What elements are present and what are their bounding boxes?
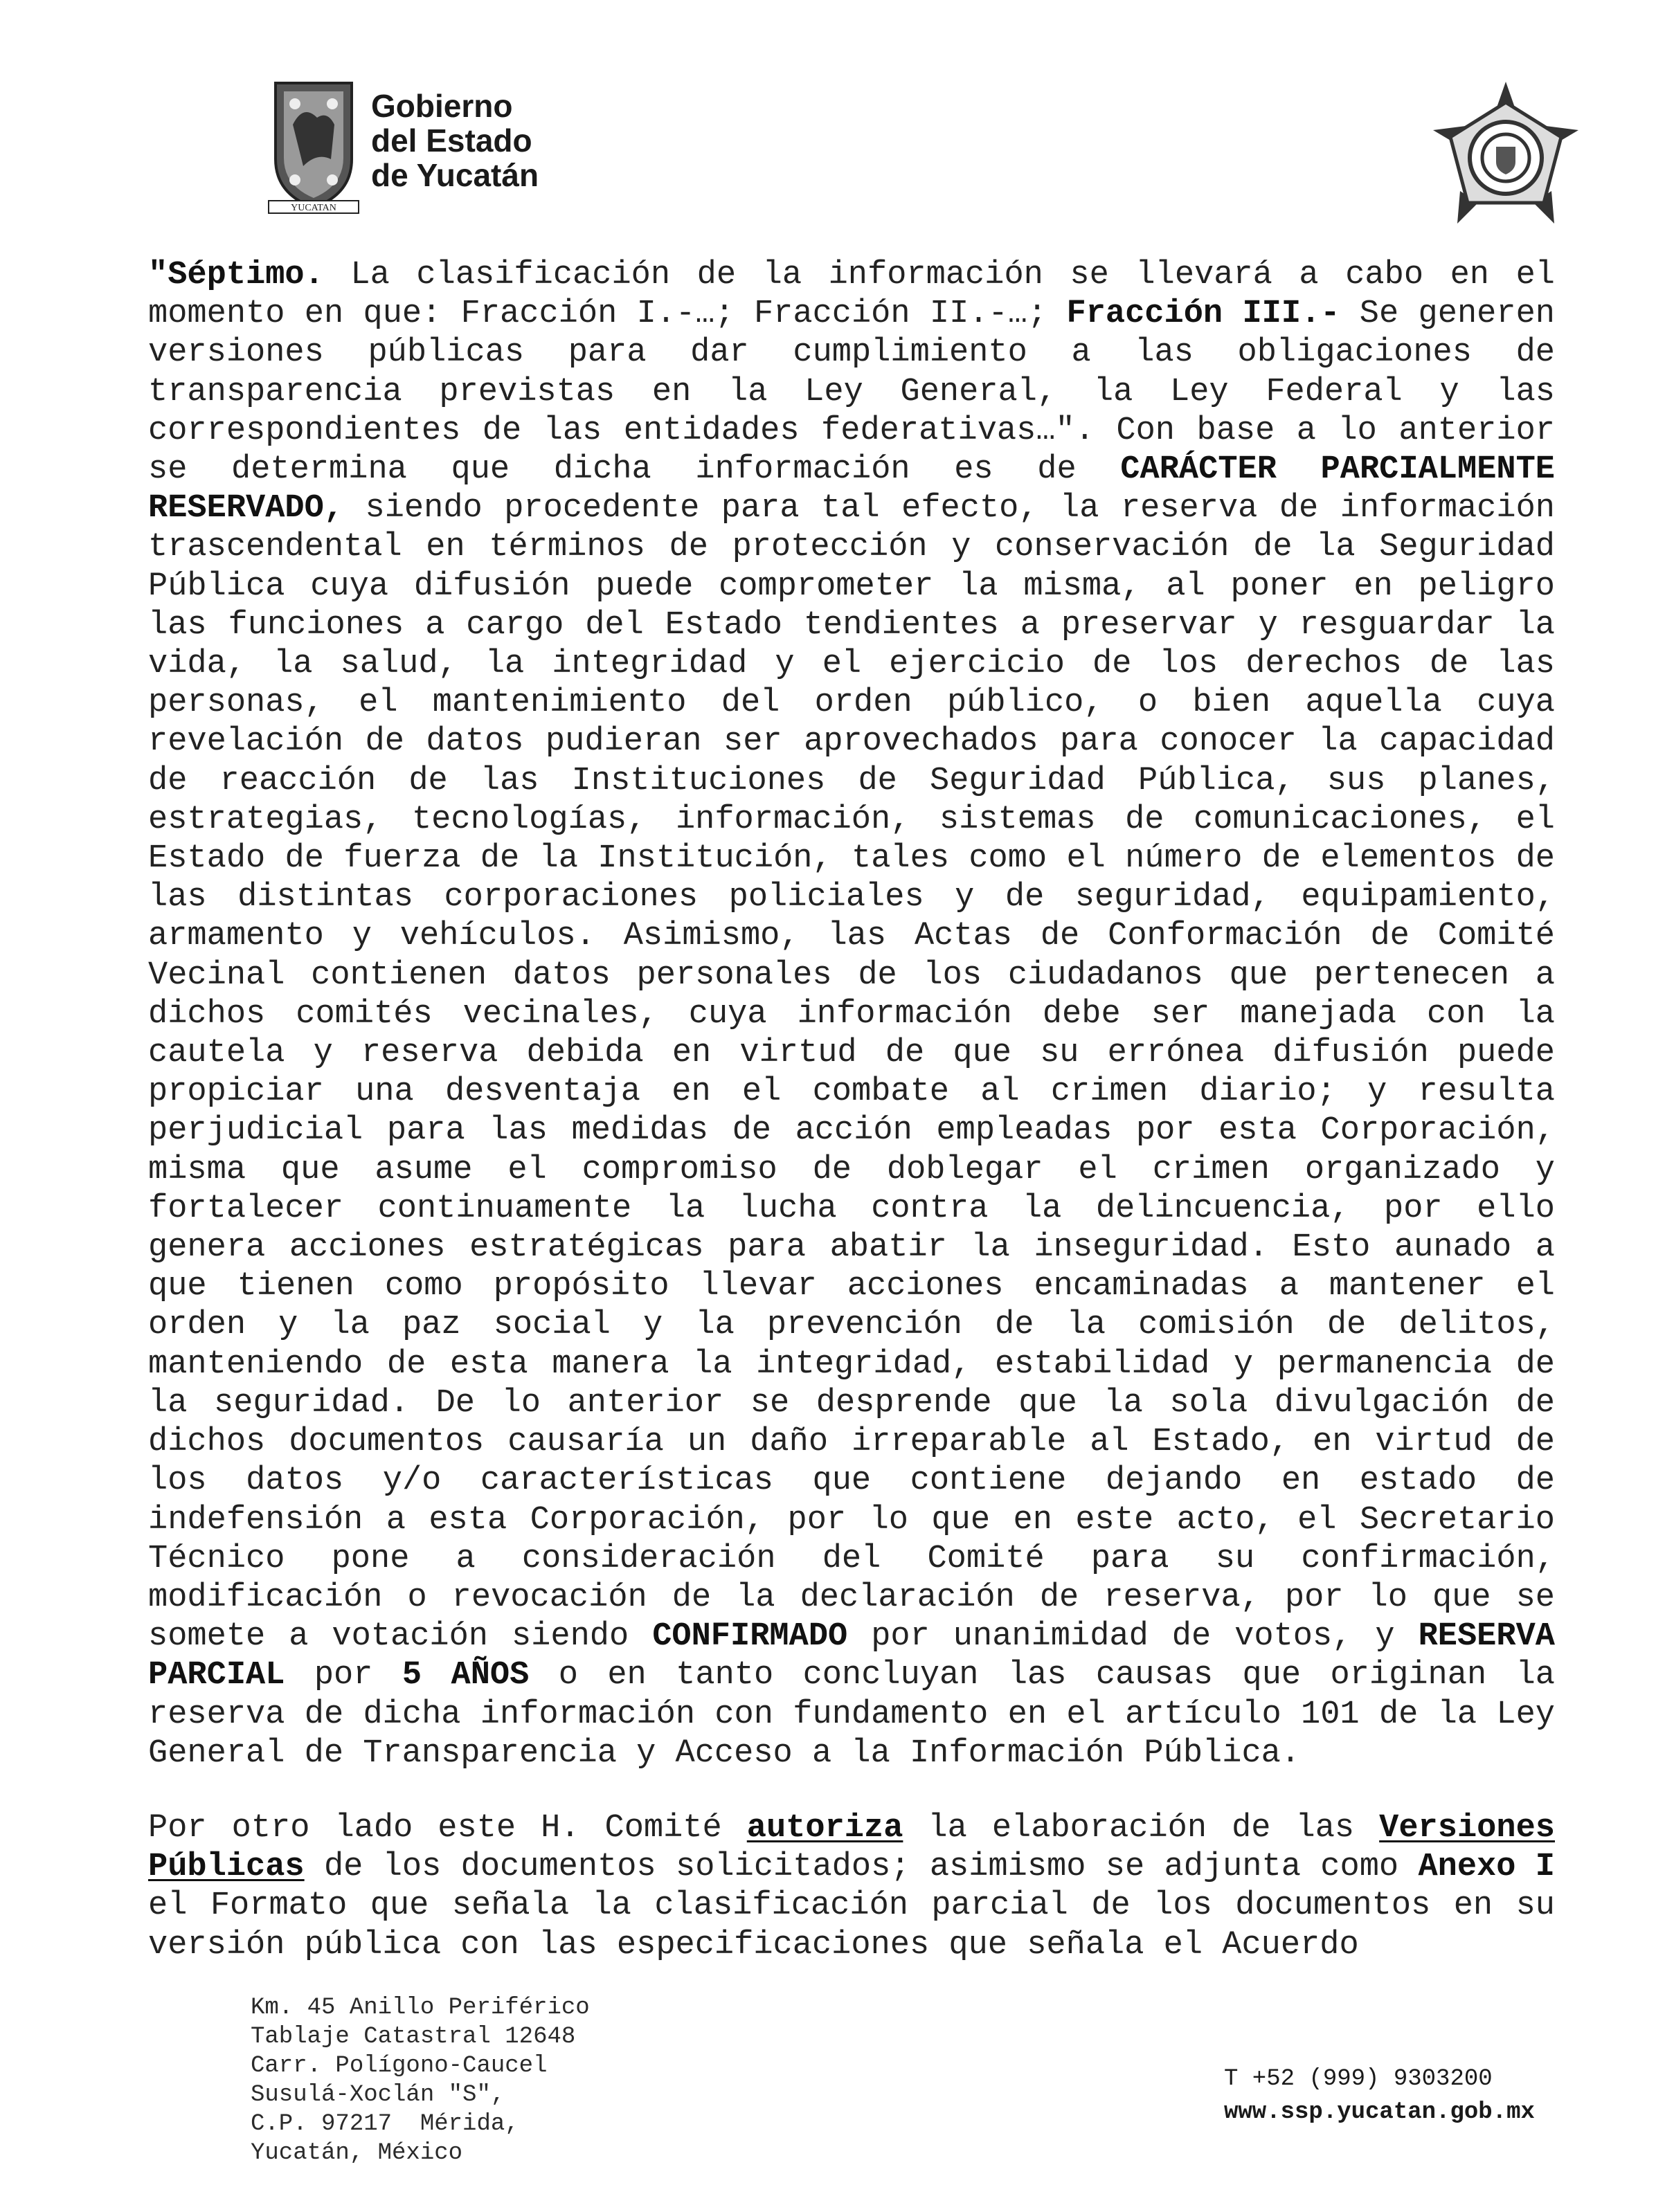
text-bold-underlined: autoriza — [746, 1809, 903, 1847]
government-logo — [262, 76, 552, 215]
text-run: de los documentos solicitados; asimismo se adjunta como — [304, 1849, 1419, 1886]
text-run: Por otro lado este H. Comité — [148, 1809, 747, 1847]
government-name-line-1: Gobierno — [371, 88, 513, 124]
text-bold: CONFIRMADO — [652, 1618, 848, 1656]
government-name — [371, 89, 539, 192]
text-run: o en tanto concluyan las causas que originan la reserva de dicha información con fundamento en el artículo 101 de la Ley General de Transparencia y Acceso a la Información Pública. — [148, 1657, 1555, 1772]
text-run: La clasificación de la información se llevará a cabo en el momento en que: Fracción I.-…; Fracción II.-…; — [148, 257, 1555, 333]
footer-contact — [1224, 2063, 1535, 2129]
paragraph-reservation — [148, 256, 1555, 1773]
document-body — [148, 256, 1555, 1965]
text-run: Se generen versiones públicas para dar cumplimiento a las obligaciones de transparencia previstas en la Ley General, la Ley Federal y las correspondientes de las entidades federativas…". Con base a lo anterior se determina que dicha información es de — [148, 296, 1555, 489]
text-bold: 5 AÑOS — [402, 1657, 530, 1694]
text-bold: CARÁCTER PARCIALMENTE RESERVADO, — [148, 451, 1556, 527]
government-name-line-3: de Yucatán — [371, 157, 539, 193]
address-line: Yucatán, México — [251, 2140, 463, 2166]
text-run: el Formato que señala la clasificación parcial de los documentos en su versión pública con las especificaciones que señala el Acuerdo — [148, 1887, 1555, 1964]
paragraph-public-versions — [148, 1809, 1555, 1965]
text-run: siendo procedente para tal efecto, la reserva de información trascendental en términos de protección y conservación de la Seguridad Pública cuya difusión puede comprometer la misma, al poner en peligro las funciones a cargo del Estado tendientes a preservar y resguardar la vida, la salud, la integridad y el ejercicio de los derechos de las personas, el mantenimiento del orden público, o bien aquella cuya revelación de datos pudieran ser aprovechados para conocer la capacidad de reacción de las Instituciones de Seguridad Pública, sus planes, estrategias, tecnologías, información, sistemas de comunicaciones, el Estado de fuerza de la Institución, tales como el número de elementos de las distintas corporaciones policiales y de seguridad, equipamiento, armamento y vehículos. Asimismo, las Actas de Conformación de Comité Vecinal contienen datos personales de los ciudadanos que pertenecen a dichos comités vecinales, cuya información debe ser manejada con la cautela y reserva debida en virtud de que su errónea difusión puede propiciar una desventaja en el combate al crimen diario; y resulta perjudicial para las medidas de acción empleadas por esta Corporación, misma que asume el compromiso de doblegar el crimen organizado y fortalecer continuamente la lucha contra la delincuencia, por ello genera acciones estratégicas para abatir la inseguridad. Esto aunado a que tienen como propósito llevar acciones encaminadas a mantener el orden y la paz social y la prevención de la comisión de delitos, manteniendo de esta manera la integridad, estabilidad y permanencia de la seguridad. De lo anterior se desprende que la sola divulgación de dichos documentos causaría un daño irreparable al Estado, en virtud de los datos y/o características que contiene dejando en estado de indefensión a esta Corporación, por lo que en este acto, el Secretario Técnico pone a consideración del Comité para su confirmación, modificación o revocación de la declaración de reserva, por lo que se somete a votación siendo — [148, 490, 1555, 1656]
address-line: Tablaje Catastral 12648 — [251, 2024, 576, 2050]
text-bold-underlined: Versiones Públicas — [148, 1809, 1555, 1886]
address-line: Km. 45 Anillo Periférico — [251, 1995, 590, 2021]
text-run: por unanimidad de votos, y — [847, 1618, 1419, 1656]
address-line: Susulá-Xoclán "S", — [251, 2082, 505, 2108]
text-bold: Fracción III.- — [1066, 296, 1340, 333]
text-bold: Anexo I — [1418, 1849, 1555, 1886]
address-line: C.P. 97217 Mérida, — [251, 2111, 519, 2137]
police-star-seal-icon — [1430, 82, 1582, 234]
shield-caption: YUCATAN — [291, 203, 336, 213]
text-run: la elaboración de las — [903, 1809, 1380, 1847]
text-bold: RESERVA PARCIAL — [148, 1618, 1555, 1694]
text-run: por — [285, 1657, 402, 1694]
phone-number: T +52 (999) 9303200 — [1224, 2066, 1493, 2092]
government-name-line-2: del Estado — [371, 123, 532, 158]
address-line: Carr. Polígono-Caucel — [251, 2053, 548, 2079]
text-bold: "Séptimo. — [148, 257, 324, 293]
yucatan-shield-icon — [262, 76, 366, 215]
footer-address — [251, 1993, 590, 2168]
website-link[interactable]: www.ssp.yucatan.gob.mx — [1224, 2099, 1535, 2125]
letterhead — [0, 0, 1674, 228]
